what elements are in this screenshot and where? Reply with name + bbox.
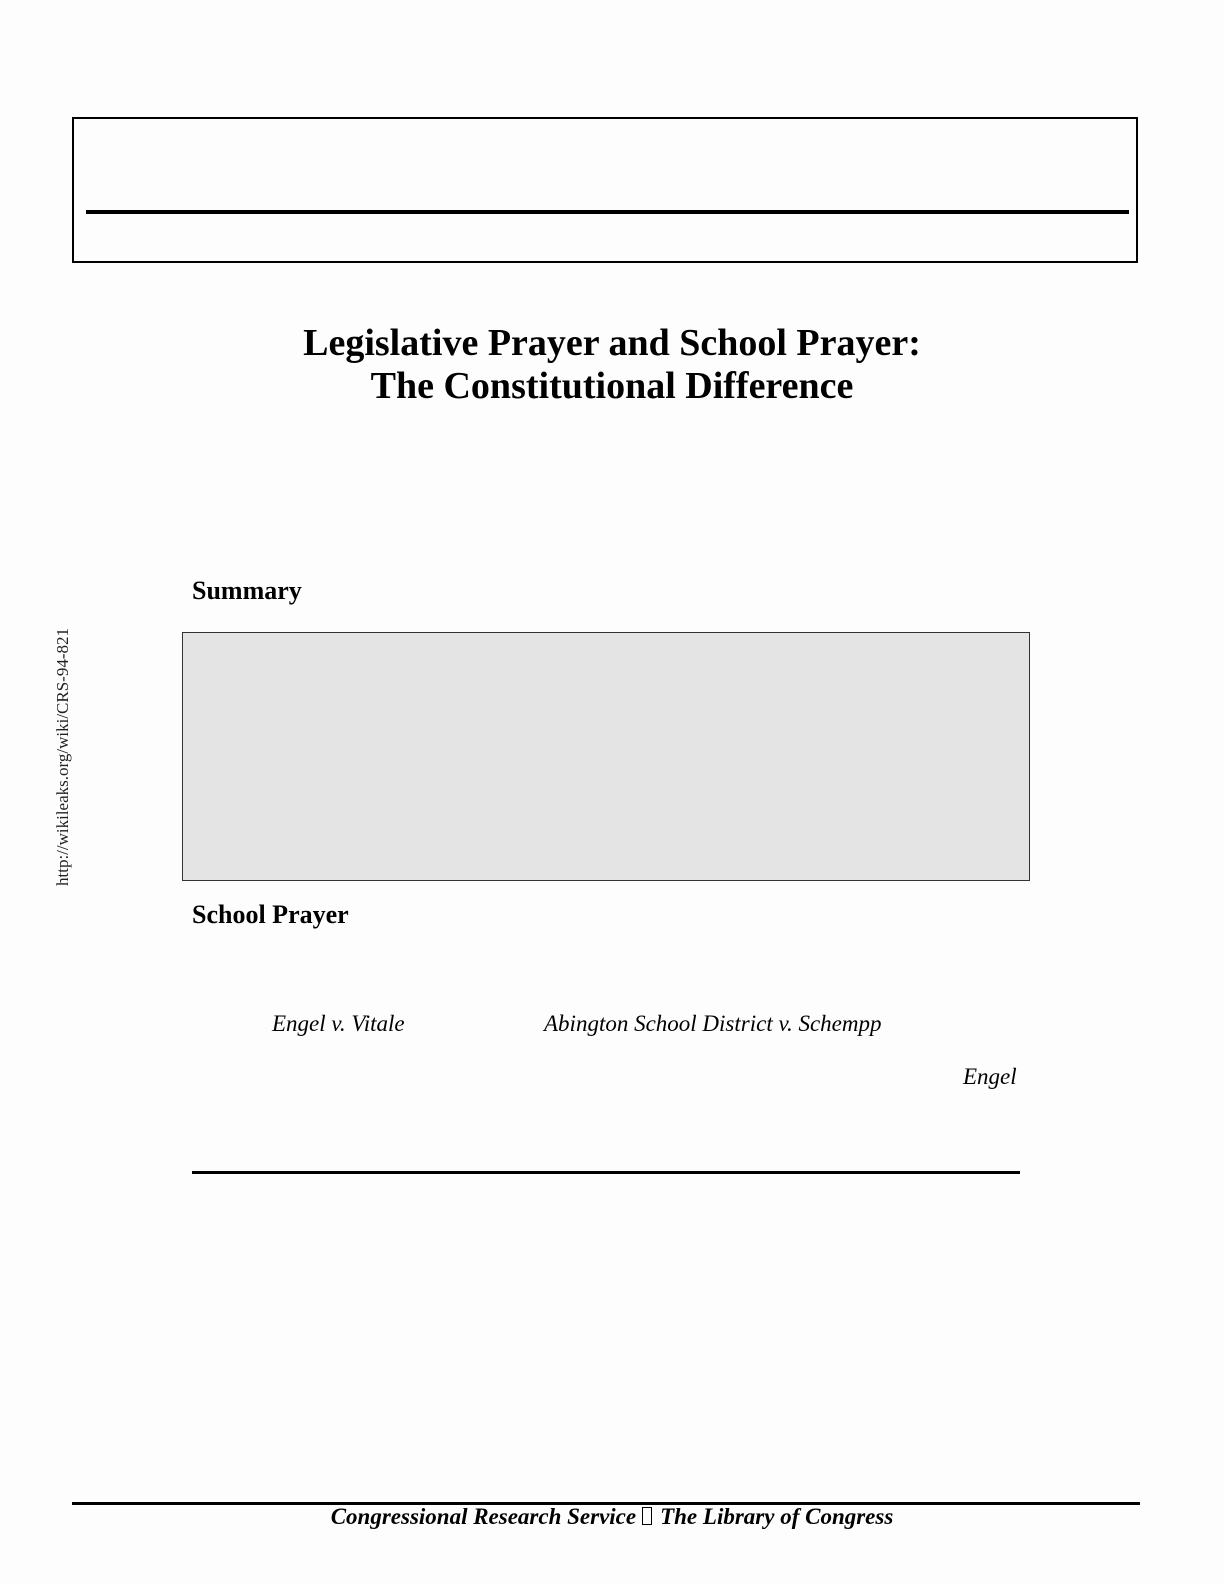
title-line-1: Legislative Prayer and School Prayer: bbox=[303, 322, 921, 364]
header-rule bbox=[86, 210, 1129, 214]
title-line-2: The Constitutional Difference bbox=[370, 365, 854, 407]
school-prayer-heading: School Prayer bbox=[192, 900, 349, 929]
document-title bbox=[0, 322, 1224, 408]
footer-crs: Congressional Research Service bbox=[330, 1504, 637, 1529]
summary-box bbox=[182, 632, 1030, 881]
case-engel-short: Engel bbox=[963, 1064, 1017, 1089]
footer bbox=[0, 1504, 1224, 1530]
header-box bbox=[72, 117, 1138, 263]
footer-library: The Library of Congress bbox=[660, 1504, 894, 1529]
separator-box-icon bbox=[642, 1507, 652, 1525]
section-rule bbox=[192, 1171, 1020, 1174]
case-engel-v-vitale: Engel v. Vitale bbox=[272, 1011, 405, 1036]
case-abington-v-schempp: Abington School District v. Schempp bbox=[544, 1011, 882, 1036]
side-url[interactable]: http://wikileaks.org/wiki/CRS-94-821 bbox=[53, 628, 72, 886]
summary-heading: Summary bbox=[192, 576, 302, 605]
